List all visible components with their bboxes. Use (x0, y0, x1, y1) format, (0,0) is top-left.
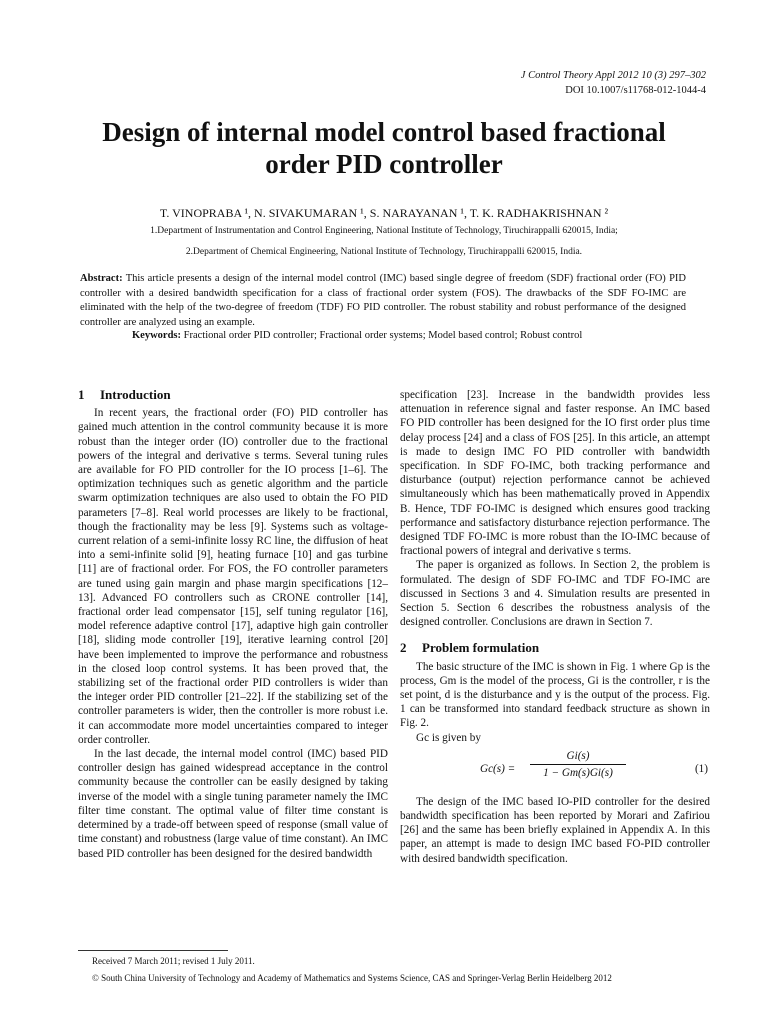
section-2-heading (400, 641, 710, 655)
author-list: T. VINOPRABA ¹, N. SIVAKUMARAN ¹, S. NARAYANAN ¹, T. K. RADHAKRISHNAN ² (159, 206, 609, 220)
section-2-number: 2 (400, 640, 407, 656)
affiliation-2: 2.Department of Chemical Engineering, National Institute of Technology, Tiruchirappalli 620015, India. (185, 247, 583, 257)
section-2-title: Problem formulation (422, 640, 540, 656)
section-1-title: Introduction (100, 387, 171, 402)
title-line-1: Design of internal model control based fractional (102, 117, 666, 147)
section-1-number: 1 (78, 387, 85, 402)
equation-fraction (530, 749, 626, 780)
equation-denominator: 1 − Gm(s)Gi(s) (543, 767, 613, 780)
received-dates: Received 7 March 2011; revised 1 July 2011. (92, 956, 255, 966)
left-column (78, 388, 388, 861)
section-1-heading (78, 388, 388, 402)
equation-1 (400, 749, 710, 789)
abstract-label: Abstract: (80, 273, 123, 284)
problem-paragraph-3: The design of the IMC based IO-PID controller for the desired bandwidth specification has been reported by Morari and Zafiriou [26] and the same has been briefly explained in Appendix A. In this paper, an attempt is made to design IMC based FO-PID controller with desired bandwidth specification. (400, 795, 710, 865)
paper-title (60, 116, 708, 180)
doi-line: DOI 10.1007/s11768-012-1044-4 (565, 85, 706, 96)
keywords-label: Keywords: (132, 330, 181, 341)
footnote-rule (78, 950, 228, 951)
problem-paragraph-2: Gc is given by (416, 731, 481, 744)
title-line-2: order PID controller (265, 149, 503, 179)
keywords (132, 330, 582, 341)
equation-numerator: Gi(s) (530, 749, 626, 765)
keywords-text: Fractional order PID controller; Fractional order systems; Model based control; Robust control (183, 330, 583, 341)
equation-lhs: Gc(s) = (480, 762, 516, 775)
intro-paragraph-1: In recent years, the fractional order (FO) PID controller has gained much attention in the control community because it is more robust than the integer order (IO) controller due to the fractional powers of the integral and derivative s terms. Several tuning rules are available for FO PID controller for the IO process [1–6]. The optimization techniques such as genetic algorithm and the particle swarm optimization techniques are also used to obtain the FO PID parameters [7–8]. Real world processes are likely to be fractional, though the fractionality may be less [9]. Systems such as voltage-current relation of a semi-infinite lossy RC line, the diffusion of heat into a semi-infinite solid [9], heating furnace [10] and gas turbine [11] are of fractional order. For FOS, the FO controller parameters are tuned using gain margin and phase margin specifications [12–13]. Advanced FO controllers such as CRONE controller [14], fractional order lead compensator [15], self tuning regulator [16], model reference adaptive control [17], adaptive high gain controller [18], sliding mode controller [19], iterative learning control [20] have been implemented to improve the performance and robustness in the closed loop control systems. It has been proved that, the stabilizing set of the fractional order PID controllers is wider than the integer order PID controller [21–22]. If the stabilizing set of the controller parameters is wider, then the controller is more robust i.e. it can accommodate more model uncertainties compared to integer order controller. (78, 407, 388, 746)
copyright-notice: © South China University of Technology and Academy of Mathematics and Systems Science, CAS and Springer-Verlag Berlin Heidelberg 2012 (92, 973, 612, 983)
intro-paragraph-2: In the last decade, the internal model control (IMC) based PID controller design has gained widespread acceptance in the control community because the controller can be easily designed by taking inverse of the model with a single tuning parameter namely the IMC filter time constant. The optimal value of filter time constant is determined by a trade-off between speed of response (small value of time constant) and robustness (large value of time constant). An IMC based PID controller has been designed for the desired bandwidth (78, 748, 388, 860)
problem-paragraph-1: The basic structure of the IMC is shown in Fig. 1 where Gp is the process, Gm is the model of the process, Gi is the controller, r is the set point, d is the disturbance and y is the output of the process. Fig. 1 can be transformed into standard feedback structure as shown in Fig. 2. (400, 660, 710, 730)
equation-number: (1) (694, 762, 708, 775)
journal-header (521, 68, 706, 98)
abstract (80, 272, 686, 330)
abstract-text: This article presents a design of the internal model control (IMC) based single degree of freedom (SDF) fractional order (FO) PID controller with a desired bandwidth specification for a class of fractional order system (FOS). The drawbacks of the SDF FO-IMC are eliminated with the help of the two-degree of freedom (TDF) FO PID controller. The robust stability and robust performance of the designed controller are analyzed using an example. (80, 273, 687, 328)
affiliation-1: 1.Department of Instrumentation and Control Engineering, National Institute of Technology, Tiruchirappalli 620015, India; (150, 226, 618, 236)
intro-paragraph-4: The paper is organized as follows. In Section 2, the problem is formulated. The design of SDF FO-IMC and TDF FO-IMC are discussed in Sections 3 and 4. Simulation results are presented in Section 5. Section 6 describes the robustness analysis of the designed controller. Conclusions are drawn in Section 7. (400, 559, 710, 629)
intro-paragraph-3: specification [23]. Increase in the bandwidth provides less attenuation in reference signal and faster response. An IMC based FO PID controller has been designed for the IO first order plus time delay process [24] and a class of FOS [25]. In this article, an attempt is made to design IMC FO PID controller with bandwidth specification. In SDF FO-IMC, both tracking performance and disturbance (output) rejection performance cannot be achieved simultaneously which has been mathematically proved in Appendix B. Hence, TDF FO-IMC is designed which ensures good tracking performance and satisfactory disturbance rejection performance. The designed TDF FO-IMC is more robust than the IO-IMC because of fractional powers of integral and derivative s terms. (400, 389, 710, 558)
right-column (400, 388, 710, 866)
journal-citation: J Control Theory Appl 2012 10 (3) 297–302 (520, 70, 706, 81)
